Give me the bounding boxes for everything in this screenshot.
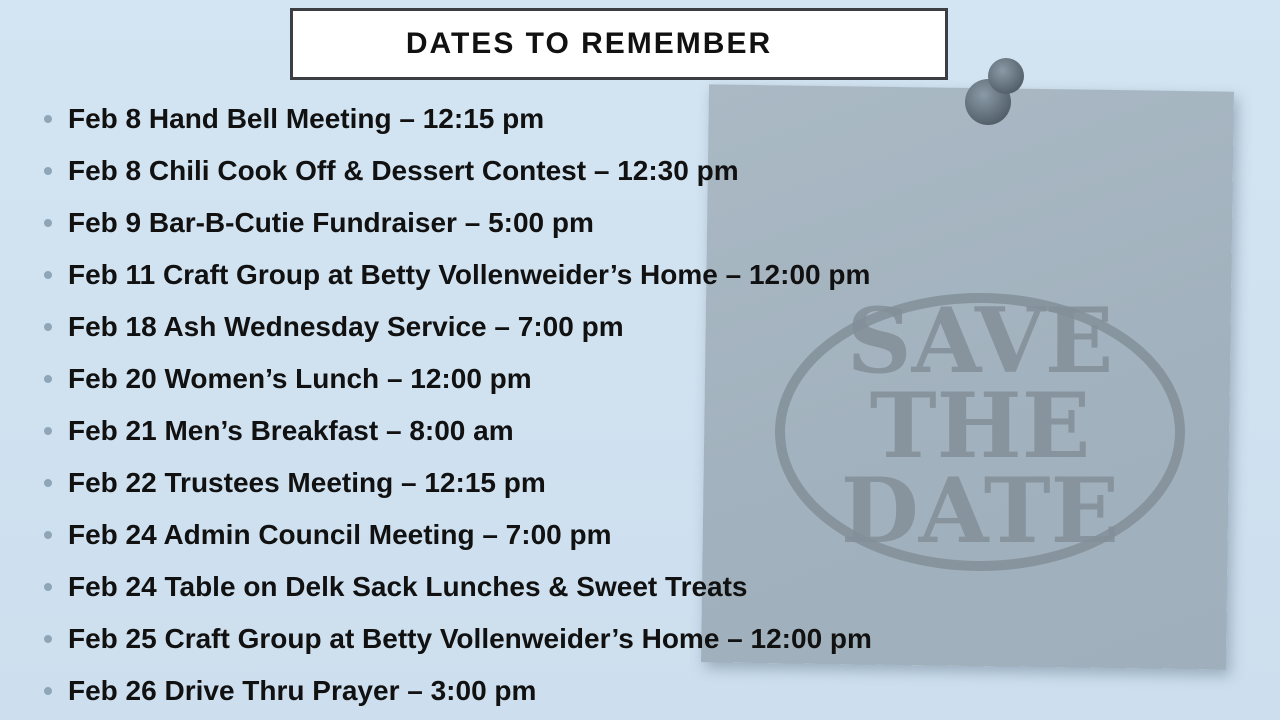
event-item — [0, 512, 872, 564]
event-text: Feb 11 Craft Group at Betty Vollenweider’s Home – 12:00 pm — [68, 259, 871, 290]
event-item — [0, 408, 872, 460]
event-item — [0, 304, 872, 356]
event-item — [0, 356, 872, 408]
bullet-icon — [44, 531, 52, 539]
event-text: Feb 22 Trustees Meeting – 12:15 pm — [68, 467, 546, 498]
event-item — [0, 564, 872, 616]
title-box — [290, 8, 948, 80]
event-text: Feb 24 Table on Delk Sack Lunches & Sweet Treats — [68, 571, 748, 602]
event-text: Feb 8 Hand Bell Meeting – 12:15 pm — [68, 103, 545, 134]
bullet-icon — [44, 583, 52, 591]
event-list — [0, 96, 872, 720]
bullet-icon — [44, 427, 52, 435]
event-item — [0, 252, 872, 304]
bullet-icon — [44, 375, 52, 383]
stamp-word-the: THE — [869, 373, 1091, 479]
event-item — [0, 200, 872, 252]
stamp-word-save: SAVE — [846, 292, 1114, 394]
bullet-icon — [44, 219, 52, 227]
event-text: Feb 26 Drive Thru Prayer – 3:00 pm — [68, 675, 537, 706]
event-text: Feb 8 Chili Cook Off & Dessert Contest – 12:30 pm — [68, 155, 739, 186]
event-text: Feb 21 Men’s Breakfast – 8:00 am — [68, 415, 514, 446]
event-item — [0, 96, 872, 148]
event-item — [0, 616, 872, 668]
stamp-word-date: DATE — [840, 458, 1120, 564]
event-item — [0, 668, 872, 720]
bullet-icon — [44, 323, 52, 331]
page-title: DATES TO REMEMBER — [405, 27, 773, 60]
bullet-icon — [44, 271, 52, 279]
push-pin-icon — [958, 52, 1033, 127]
event-item — [0, 148, 872, 200]
event-item — [0, 460, 872, 512]
bullet-icon — [44, 479, 52, 487]
event-text: Feb 18 Ash Wednesday Service – 7:00 pm — [68, 311, 624, 342]
bullet-icon — [44, 635, 52, 643]
event-text: Feb 20 Women’s Lunch – 12:00 pm — [68, 363, 532, 394]
event-text: Feb 24 Admin Council Meeting – 7:00 pm — [68, 519, 612, 550]
event-text: Feb 25 Craft Group at Betty Vollenweider’s Home – 12:00 pm — [68, 623, 872, 654]
bullet-icon — [44, 687, 52, 695]
event-text: Feb 9 Bar-B-Cutie Fundraiser – 5:00 pm — [68, 207, 594, 238]
bullet-icon — [44, 167, 52, 175]
bullet-icon — [44, 115, 52, 123]
